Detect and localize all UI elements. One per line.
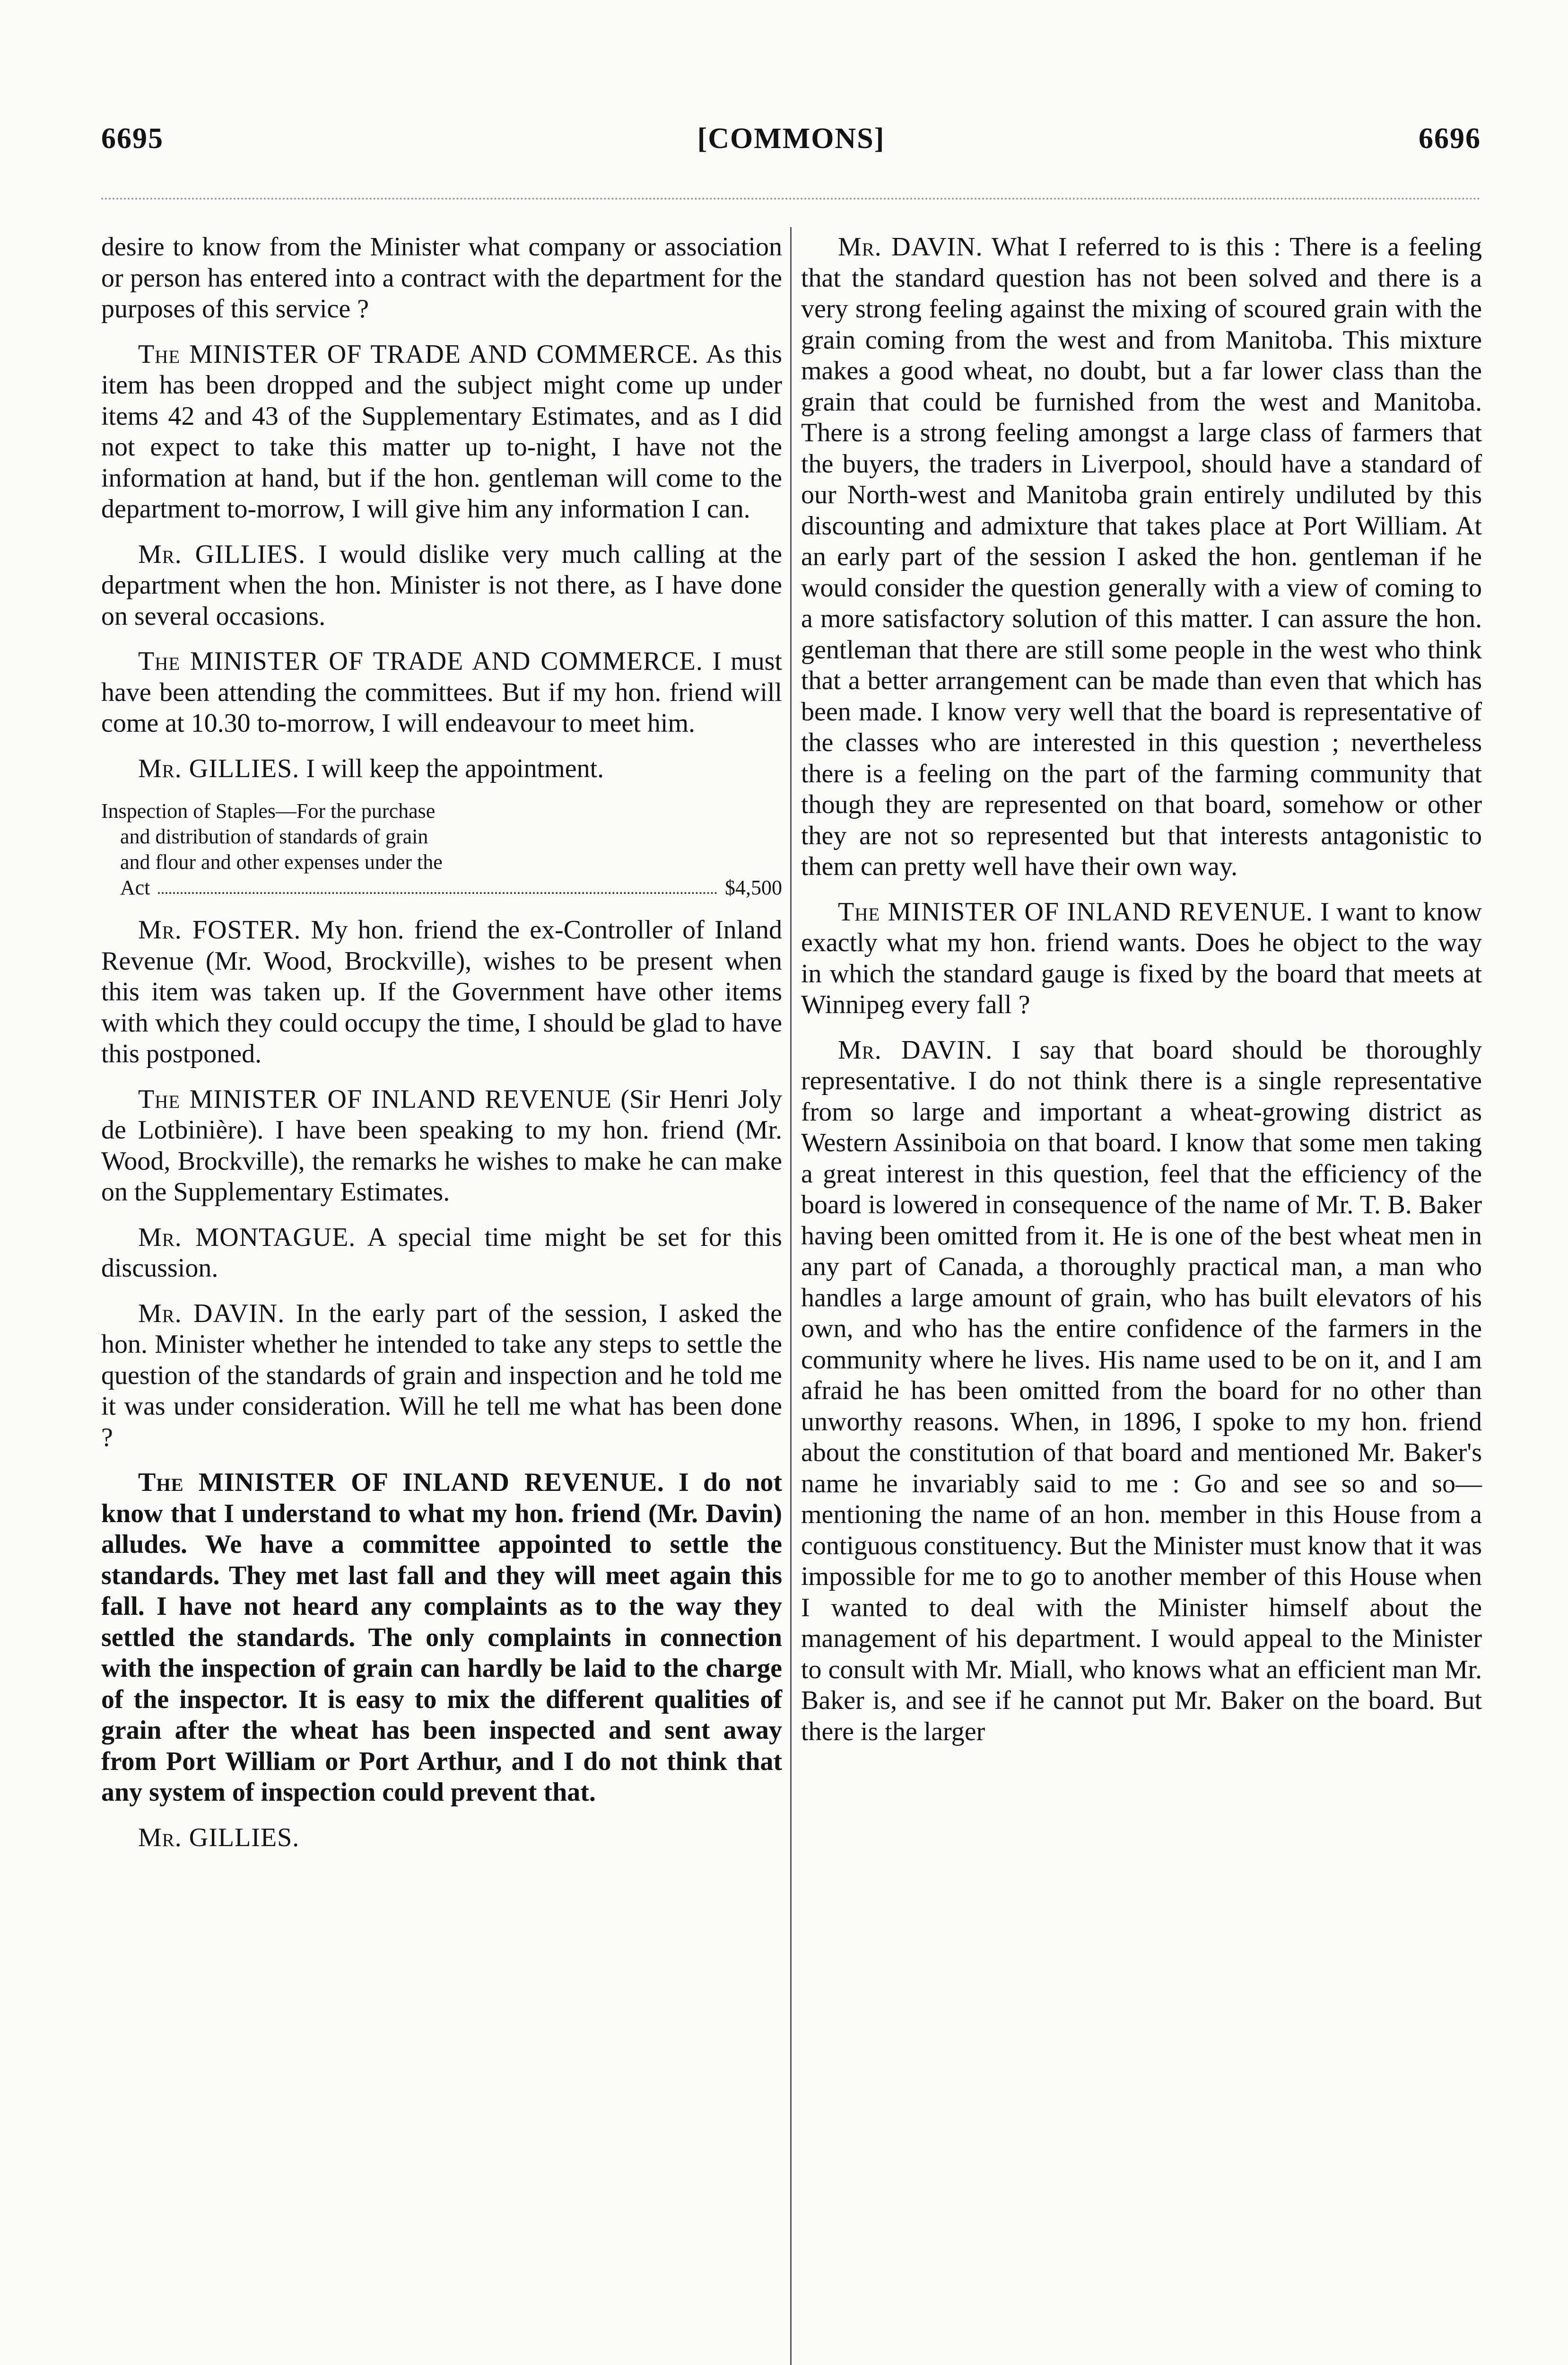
estimate-item-line: and distribution of standards of grain: [120, 825, 428, 848]
speaker-name: Mr. DAVIN.: [838, 232, 983, 262]
page-title: [COMMONS]: [697, 123, 885, 155]
speaker-name: The MINISTER OF INLAND REVENUE.: [138, 1468, 664, 1497]
dot-leader: [158, 875, 717, 894]
estimate-amount-row: [101, 875, 782, 901]
speaker-name: Mr. GILLIES.: [138, 539, 306, 569]
paragraph: [801, 897, 1482, 1021]
column-divider: [790, 227, 792, 2365]
speech-text: I say that board should be thoroughly representative. I do not think there is a single representative from so large and important a wheat-growing district as Western Assiniboia on that board. I know that some men taking a great interest in this question, feel that the efficiency of the board is lowered in consequence of the name of Mr. T. B. Baker having been omitted from it. He is one of the best wheat men in any part of Canada, a thoroughly practical man, a man who handles a large amount of grain, who has built elevators of his own, and who has the entire confidence of the farmers in the community where he lives. His name used to be on it, and I am afraid he has been omitted from the board for no other than unworthy reasons. When, in 1896, I spoke to my hon. friend about the constitution of that board and mentioned Mr. Baker's name he invariably said to me : Go and see so and so—mentioning the name of an hon. member in this House from a contiguous constituency. But the Minister must know that it was impossible for me to go to another member of this House when I wanted to deal with the Minister himself about the management of his department. I would appeal to the Minister to consult with Mr. Miall, who knows what an efficient man Mr. Baker is, and see if he cannot put Mr. Baker on the board. But there is the larger: [801, 1035, 1482, 1746]
estimate-item-line: Act: [120, 876, 150, 899]
header-rule: [101, 198, 1481, 200]
estimate-item-line: Inspection of Staples—For the purchase: [101, 799, 436, 823]
paragraph: [101, 1298, 782, 1454]
speaker-name: The MINISTER OF INLAND REVENUE: [138, 1084, 612, 1114]
paragraph: [101, 753, 782, 785]
paragraph: [101, 339, 782, 525]
page-header: [101, 122, 1481, 169]
speech-text: (Sir Henri Joly de Lotbinière). I have been speaking to my hon. friend (Mr. Wood, Brockville), the remarks he wishes to make he can make on the Supplementary Estimates.: [101, 1084, 783, 1207]
speaker-name: Mr. DAVIN.: [138, 1298, 285, 1328]
speaker-name: Mr. FOSTER.: [138, 915, 301, 945]
speech-text: A special time might be set for this discussion.: [101, 1222, 782, 1283]
paragraph: [801, 1035, 1482, 1748]
speech-text: I do not know that I understand to what my hon. friend (Mr. Davin) alludes. We have a committee appointed to settle the standards. They met last fall and they will meet again this fall. I have not heard any complaints as to the way they settled the standards. The only complaints in connection with the inspection of grain can hardly be laid to the charge of the inspector. It is easy to mix the different qualities of grain after the wheat has been inspected and sent away from Port William or Port Arthur, and I do not think that any system of inspection could prevent that.: [101, 1468, 782, 1807]
speaker-name: Mr. MONTAGUE.: [138, 1222, 356, 1252]
speaker-name: Mr. GILLIES.: [138, 1822, 300, 1852]
paragraph: [101, 915, 782, 1070]
speech-text: My hon. friend the ex-Controller of Inland Revenue (Mr. Wood, Brockville), wishes to be present when this item was taken up. If the Government have other items with which they could occupy the time, I should be glad to have this postponed.: [101, 915, 782, 1069]
estimate-item-line: and flour and other expenses under the: [120, 850, 443, 874]
speech-text: In the early part of the session, I asked the hon. Minister whether he intended to take any steps to settle the question of the standards of grain and inspection and he told me it was under consideration. Will he tell me what has been done ?: [101, 1298, 782, 1452]
paragraph: [101, 1084, 782, 1208]
estimate-amount: $4,500: [725, 876, 782, 899]
estimate-item: [101, 798, 782, 901]
speaker-name: Mr. DAVIN.: [838, 1035, 993, 1065]
speech-text: I would dislike very much calling at the department when the hon. Minister is not there, as I have done on several occasions.: [101, 539, 782, 631]
paragraph: [101, 1467, 782, 1808]
page-number-left: 6695: [101, 123, 164, 155]
right-column: [801, 232, 1482, 1761]
paragraph: [101, 539, 782, 632]
speech-text: I will keep the appointment.: [306, 753, 604, 783]
page-number-right: 6696: [1419, 123, 1481, 155]
paragraph: [101, 646, 782, 739]
speech-text: I must have been attending the committees. But if my hon. friend will come at 10.30 to-morrow, I will endeavour to meet him.: [101, 647, 783, 738]
paragraph: [101, 1222, 782, 1284]
left-column: [101, 232, 782, 1867]
speaker-name: The MINISTER OF TRADE AND COMMERCE.: [138, 339, 699, 369]
speaker-name: The MINISTER OF TRADE AND COMMERCE.: [138, 647, 703, 676]
speech-text: As this item has been dropped and the subject might come up under items 42 and 43 of the Supplementary Estimates, and as I did not expect to take this matter up to-night, I have not the information at hand, but if the hon. gentleman will come to the department to-morrow, I will give him any information I can.: [101, 339, 782, 524]
speaker-name: Mr. GILLIES.: [138, 753, 300, 783]
paragraph: desire to know from the Minister what company or association or person has entered into a contract with the department for the purposes of this service ?: [101, 232, 782, 324]
speaker-name: The MINISTER OF INLAND REVENUE.: [838, 897, 1313, 927]
speech-text: What I referred to is this : There is a feeling that the standard question has not been solved and there is a very strong feeling against the mixing of scoured grain with the grain coming from the west and from Manitoba. This mixture makes a good wheat, no doubt, but a far lower class than the grain that could be furnished from the west and Manitoba. There is a strong feeling amongst a large class of farmers that the buyers, the traders in Liverpool, should have a standard of our North-west and Manitoba grain entirely undiluted by this discounting and admixture that takes place at Port William. At an early part of the session I asked the hon. gentleman if he would consider the question generally with a view of coming to a more satisfactory solution of this matter. I can assure the hon. gentleman that there are still some people in the west who think that a better arrangement can be made than even that which has been made. I know very well that the board is representative of the classes who are interested in this question ; nevertheless there is a feeling on the part of the farming community that though they are represented on that board, somehow or other they are not so represented but that interests antagonistic to them can pretty well have their own way.: [801, 232, 1482, 881]
paragraph: [801, 232, 1482, 883]
speech-text: I want to know exactly what my hon. friend wants. Does he object to the way in which the standard gauge is fixed by the board that meets at Winnipeg every fall ?: [801, 897, 1482, 1019]
